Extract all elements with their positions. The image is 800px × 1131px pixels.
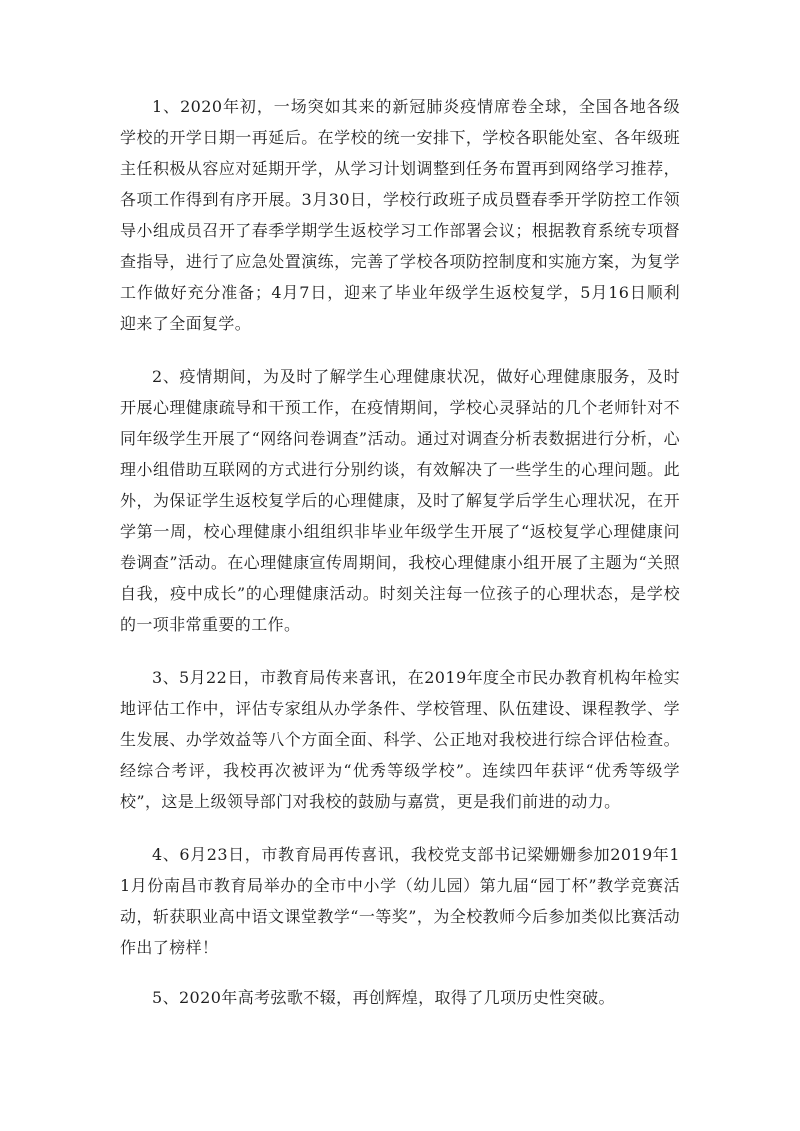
paragraph-2: 2、疫情期间，为及时了解学生心理健康状况，做好心理健康服务，及时开展心理健康疏导和干预工作，在疫情期间，学校心灵驿站的几个老师针对不同年级学生开展了“网络问卷调查”活动。通过对调查分析表数据进行分析，心理小组借助互联网的方式进行分别约谈，有效解决了一些学生的心理问题。此外，为保证学生返校复学后的心理健康，及时了解复学后学生心理状况，在开学第一周，校心理健康小组组织非毕业年级学生开展了“返校复学心理健康问卷调查”活动。在心理健康宣传周期间，我校心理健康小组开展了主题为“关照自我，疫中成长”的心理健康活动。时刻关注每一位孩子的心理状态，是学校的一项非常重要的工作。: [120, 367, 680, 634]
paragraph-4: 4、6月23日，市教育局再传喜讯，我校党支部书记梁姗姗参加2019年11月份南昌市教育局举办的全市中小学（幼儿园）第九届“园丁杯”教学竞赛活动，斩获职业高中语文课堂教学“一等奖”，为全校教师今后参加类似比赛活动作出了榜样！: [120, 845, 680, 957]
paragraph-5: 5、2020年高考弦歌不辍，再创辉煌，取得了几项历史性突破。: [152, 988, 615, 1007]
paragraph-3: 3、5月22日，市教育局传来喜讯，在2019年度全市民办教育机构年检实地评估工作中，评估专家组从办学条件、学校管理、队伍建设、课程教学、学生发展、办学效益等八个方面全面、科学、公正地对我校进行综合评估检查。经综合考评，我校再次被评为“优秀等级学校”。连续四年获评“优秀等级学校”，这是上级领导部门对我校的鼓励与嘉赏，更是我们前进的动力。: [120, 668, 680, 811]
paragraph-1: 1、2020年初，一场突如其来的新冠肺炎疫情席卷全球，全国各地各级学校的开学日期一再延后。在学校的统一安排下，学校各职能处室、各年级班主任积极从容应对延期开学，从学习计划调整到任务布置再到网络学习推荐，各项工作得到有序开展。3月30日，学校行政班子成员暨春季开学防控工作领导小组成员召开了春季学期学生返校学习工作部署会议；根据教育系统专项督查指导，进行了应急处置演练，完善了学校各项防控制度和实施方案，为复学工作做好充分准备；4月7日，迎来了毕业年级学生返校复学，5月16日顺利迎来了全面复学。: [120, 97, 680, 333]
